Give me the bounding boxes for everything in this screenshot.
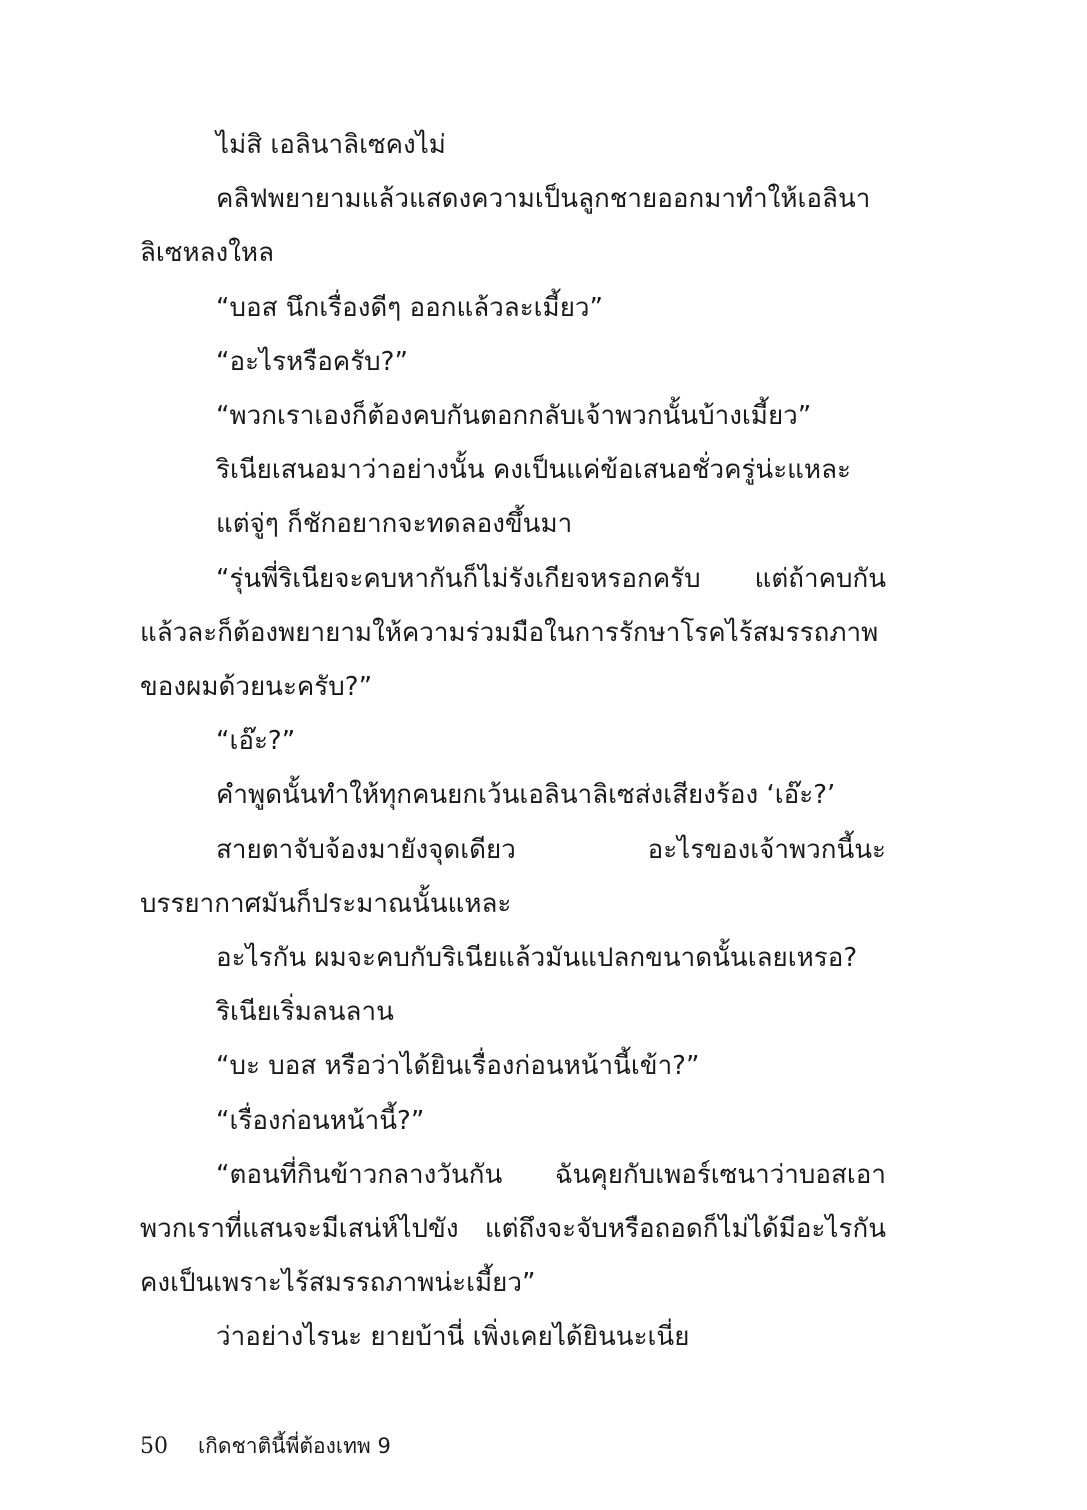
paragraph-9: “เอ๊ะ?” xyxy=(216,726,296,757)
paragraph-4: “อะไรหรือครับ?” xyxy=(216,346,408,377)
paragraph-11: สายตาจับจ้องมายังจุดเดียว อะไรของเจ้าพวกนี้นะ บรรยากาศมันก็ประมาณนั้นแหละ xyxy=(140,834,886,919)
paragraph-7: แต่จู่ๆ ก็ชักอยากจะทดลองขึ้นมา xyxy=(216,509,573,540)
paragraph-10: คำพูดนั้นทำให้ทุกคนยกเว้นเอลินาลิเซส่งเสียงร้อง ‘เอ๊ะ?’ xyxy=(216,780,836,811)
paragraph-8: “รุ่นพี่ริเนียจะคบหากันก็ไม่รังเกียจหรอกครับ แต่ถ้าคบกันแล้วละก็ต้องพยายามให้ความร่วมมือในการรักษาโรคไร้สมรรถภาพของผมด้วยนะครับ?” xyxy=(140,563,886,703)
paragraph-6: ริเนียเสนอมาว่าอย่างนั้น คงเป็นแค่ข้อเสนอชั่วครู่น่ะแหละ xyxy=(216,455,851,486)
page-footer xyxy=(140,1430,391,1462)
paragraph-2: คลิฟพยายามแล้วแสดงความเป็นลูกชายออกมาทำให้เอลินาลิเซหลงใหล xyxy=(140,184,871,269)
paragraph-15: “เรื่องก่อนหน้านี้?” xyxy=(216,1105,425,1136)
page-number: 50 xyxy=(140,1434,168,1459)
page-body-text xyxy=(140,118,886,1365)
paragraph-16: “ตอนที่กินข้าวกลางวันกัน ฉันคุยกับเพอร์เซนาว่าบอสเอาพวกเราที่แสนจะมีเสน่ห์ไปขัง แต่ถึงจะจับหรือถอดก็ไม่ได้มีอะไรกัน คงเป็นเพราะไร้สมรรถภาพน่ะเมี้ยว” xyxy=(140,1159,886,1299)
paragraph-17: ว่าอย่างไรนะ ยายบ้านี่ เพิ่งเคยได้ยินนะเนี่ย xyxy=(216,1322,690,1353)
paragraph-3: “บอส นึกเรื่องดีๆ ออกแล้วละเมี้ยว” xyxy=(216,292,604,323)
book-title: เกิดชาตินี้พี่ต้องเทพ 9 xyxy=(198,1434,391,1458)
paragraph-1: ไม่สิ เอลินาลิเซคงไม่ xyxy=(216,130,446,160)
paragraph-14: “บะ บอส หรือว่าได้ยินเรื่องก่อนหน้านี้เข้า?” xyxy=(216,1051,700,1082)
paragraph-5: “พวกเราเองก็ต้องคบกันตอกกลับเจ้าพวกนั้นบ้างเมี้ยว” xyxy=(216,401,812,432)
paragraph-12: อะไรกัน ผมจะคบกับริเนียแล้วมันแปลกขนาดนั้นเลยเหรอ? xyxy=(216,943,858,974)
paragraph-13: ริเนียเริ่มลนลาน xyxy=(216,997,394,1028)
